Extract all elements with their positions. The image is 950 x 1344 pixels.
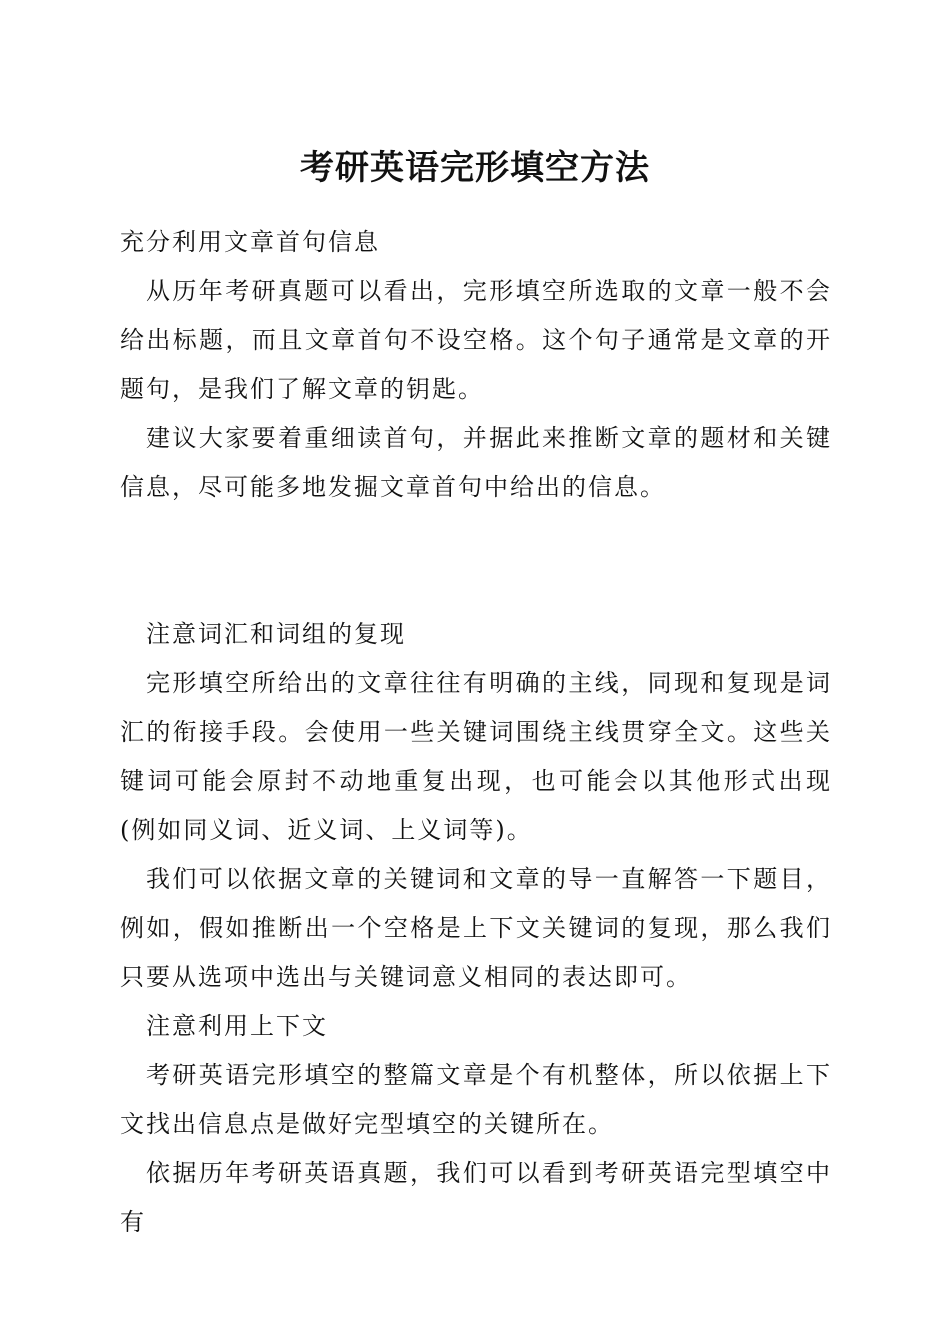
document-title: 考研英语完形填空方法 [300, 148, 650, 188]
paragraph: 完形填空所给出的文章往往有明确的主线，同现和复现是词汇的衔接手段。会使用一些关键词围绕主线贯穿全文。这些关键词可能会原封不动地重复出现，也可能会以其他形式出现(例如同义词、近义词、上义词等)。 [120, 669, 832, 844]
paragraph: 依据历年考研英语真题，我们可以看到考研英语完型填空中有 [120, 1159, 832, 1236]
paragraph: 考研英语完形填空的整篇文章是个有机整体，所以依据上下文找出信息点是做好完型填空的关键所在。 [120, 1061, 832, 1138]
paragraph: 我们可以依据文章的关键词和文章的导一直解答一下题目，例如，假如推断出一个空格是上下文关键词的复现，那么我们只要从选项中选出与关键词意义相同的表达即可。 [120, 865, 832, 991]
section-heading-vocabulary-recurrence: 注意词汇和词组的复现 [146, 620, 406, 648]
blank-space [120, 512, 832, 610]
paragraph: 建议大家要着重细读首句，并据此来推断文章的题材和关键信息，尽可能多地发掘文章首句中给出的信息。 [120, 424, 832, 501]
section-heading-first-sentence: 充分利用文章首句信息 [120, 228, 380, 256]
document-body [120, 218, 832, 1247]
section-heading-context: 注意利用上下文 [146, 1012, 328, 1040]
paragraph: 从历年考研真题可以看出，完形填空所选取的文章一般不会给出标题，而且文章首句不设空格。这个句子通常是文章的开题句，是我们了解文章的钥匙。 [120, 277, 832, 403]
